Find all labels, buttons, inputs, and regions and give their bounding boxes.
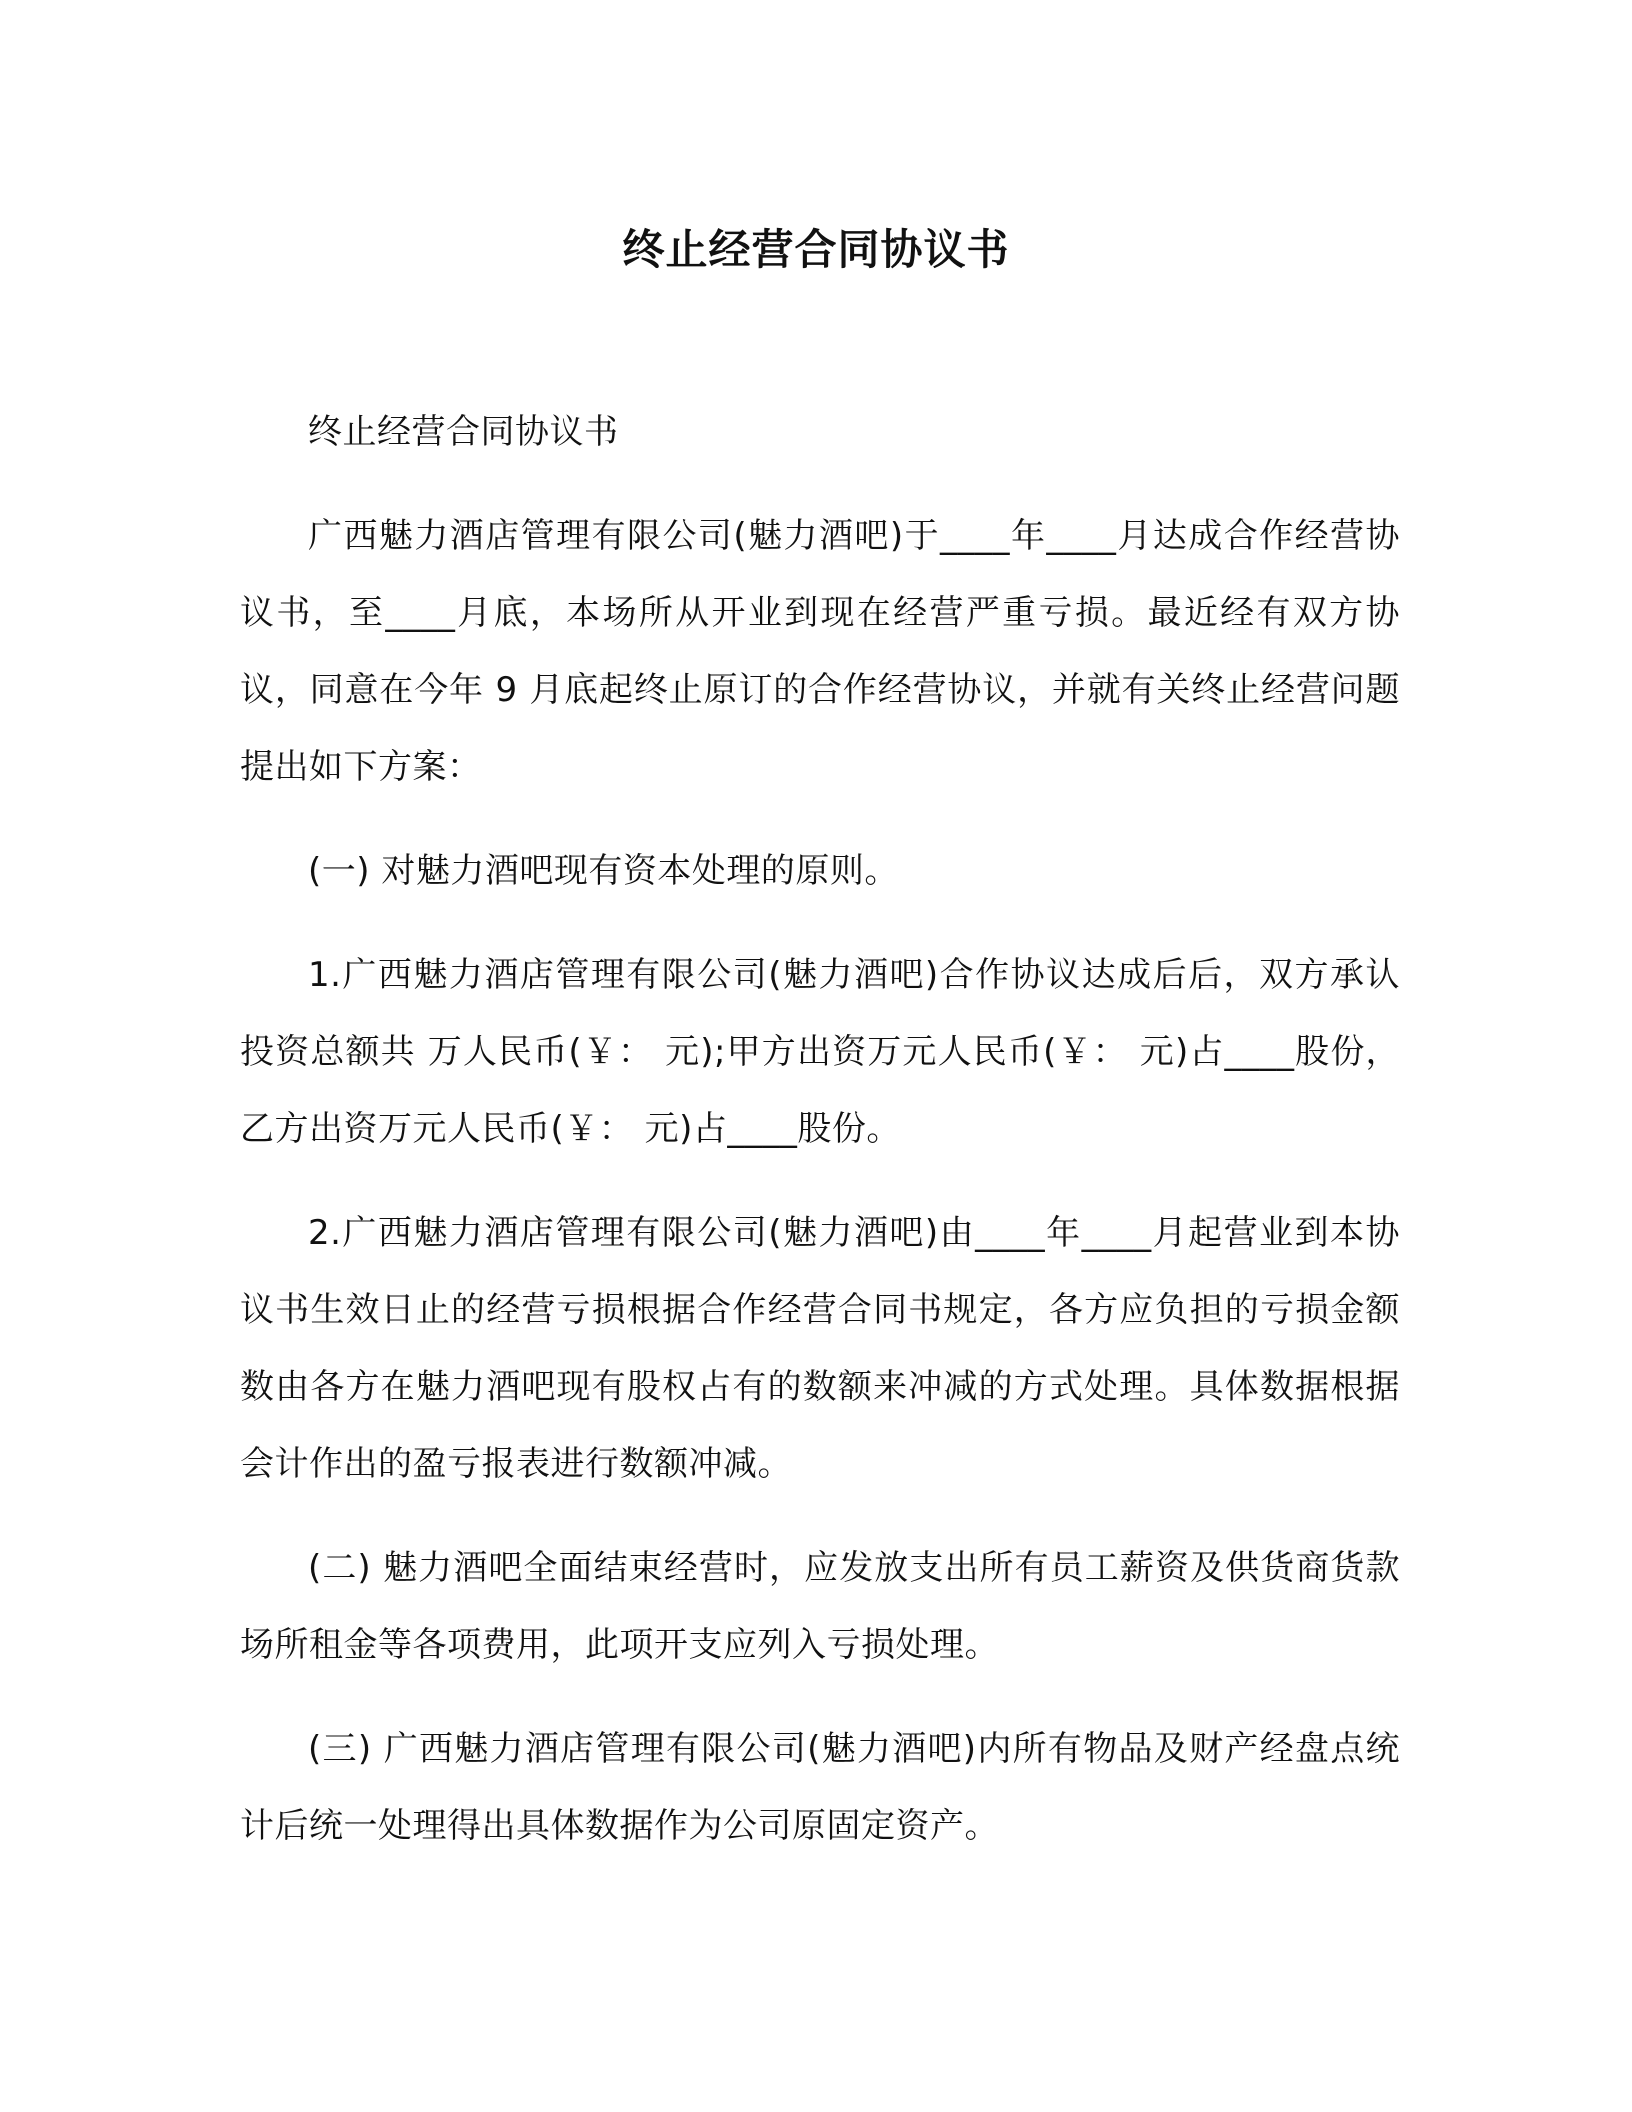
paragraph-section-1: (一) 对魅力酒吧现有资本处理的原则。 [308,851,899,891]
page-title: 终止经营合同协议书 [622,225,1010,274]
paragraph-section-3: (三) 广西魅力酒店管理有限公司(魅力酒吧)内所有物品及财产经盘点统计后统一处理得出具体数据作为公司原固定资产。 [240,1729,1400,1846]
paragraph-item-2: 2.广西魅力酒店管理有限公司(魅力酒吧)由____年____月起营业到本协议书生效日止的经营亏损根据合作经营合同书规定，各方应负担的亏损金额数由各方在魅力酒吧现有股权占有的数额来冲减的方式处理。具体数据根据会计作出的盈亏报表进行数额冲减。 [240,1213,1400,1484]
document-body [240,394,1400,1892]
paragraph-subtitle: 终止经营合同协议书 [308,412,619,452]
paragraph-section-2: (二) 魅力酒吧全面结束经营时，应发放支出所有员工薪资及供货商货款场所租金等各项费用，此项开支应列入亏损处理。 [240,1548,1400,1665]
paragraph-item-1: 1.广西魅力酒店管理有限公司(魅力酒吧)合作协议达成后后，双方承认投资总额共 万人民币(￥： 元);甲方出资万元人民币(￥： 元)占____股份，乙方出资万元人民币(￥： 元)占____股份。 [240,955,1400,1149]
paragraph-intro: 广西魅力酒店管理有限公司(魅力酒吧)于____年____月达成合作经营协议书，至____月底，本场所从开业到现在经营严重亏损。最近经有双方协议，同意在今年 9 月底起终止原订的合作经营协议，并就有关终止经营问题提出如下方案： [240,516,1400,787]
